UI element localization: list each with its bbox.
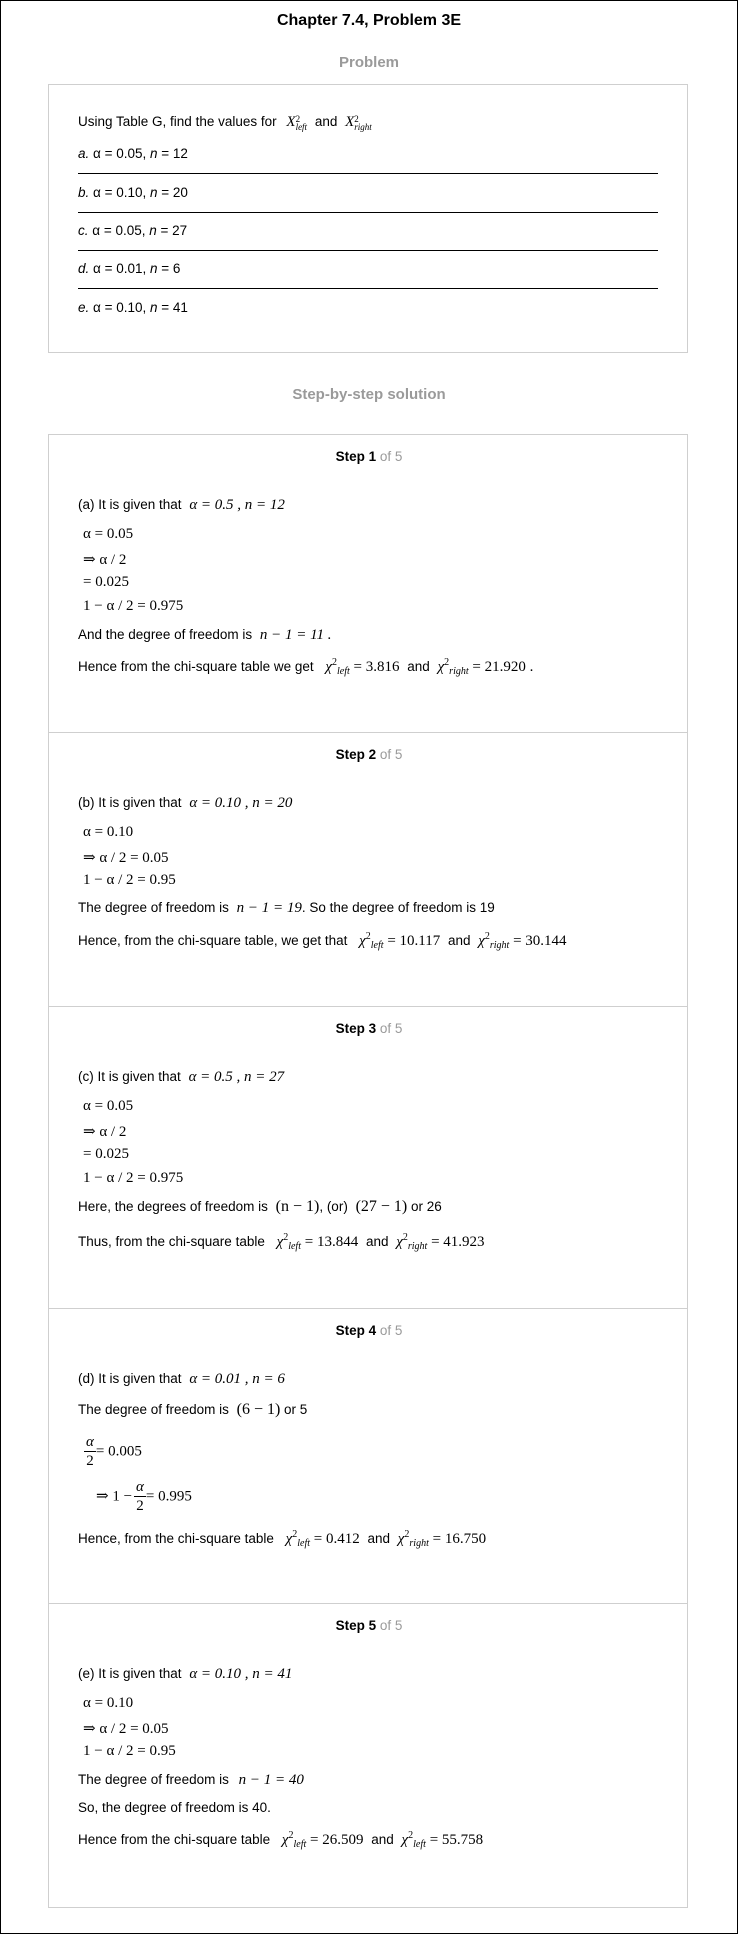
step-1-line: = 0.025 [83, 574, 129, 590]
step-2-line: ⇒ α / 2 = 0.05 [83, 850, 169, 866]
problem-intro: Using Table G, find the values for X 2 left and X 2 right [78, 113, 372, 132]
step-1-dof: And the degree of freedom is n − 1 = 11 . [78, 627, 332, 643]
step-5-given: (e) It is given that α = 0.10 , n = 41 [78, 1666, 293, 1682]
step-5-line: ⇒ α / 2 = 0.05 [83, 1721, 169, 1737]
step-1-line: ⇒ α / 2 [83, 552, 127, 568]
problem-part-e: e. α = 0.10, n = 41 [78, 300, 188, 315]
step-3-line: ⇒ α / 2 [83, 1124, 127, 1140]
problem-part-b: b. α = 0.10, n = 20 [78, 185, 188, 200]
step-2-line: 1 − α / 2 = 0.95 [83, 872, 176, 888]
step-3-line: = 0.025 [83, 1146, 129, 1162]
step-1-result: Hence from the chi-square table we get $\chi^2_{left} = 3.816$ and $\chi^2_{right} = 21.920$ . [78, 657, 534, 677]
step-4-given: (d) It is given that α = 0.01 , n = 6 [78, 1371, 285, 1387]
step-3-line: 1 − α / 2 = 0.975 [83, 1170, 184, 1186]
step-3-result: Thus, from the chi-square table $\chi^2_{left} = 13.844$ and $\chi^2_{right} = 41.923$ [78, 1232, 485, 1252]
step-2-given: (b) It is given that α = 0.10 , n = 20 [78, 795, 293, 811]
divider [78, 288, 658, 289]
step-5-title: Step 5 of 5 [335, 1618, 403, 1633]
divider [78, 212, 658, 213]
step-1-line: α = 0.05 [83, 526, 134, 542]
step-1-title: Step 1 of 5 [335, 449, 403, 464]
problem-part-c: c. α = 0.05, n = 27 [78, 223, 188, 238]
step-5-dof-2: So, the degree of freedom is 40. [78, 1800, 271, 1815]
step-4-frac-line-2: ⇒ 1 − $\frac{\alpha}{2}$ = 0.995 [96, 1479, 192, 1514]
divider [78, 250, 658, 251]
step-3-dof: Here, the degrees of freedom is (n − 1), (or) (27 − 1) or 26 [78, 1198, 442, 1215]
step-4-dof: The degree of freedom is (6 − 1) or 5 [78, 1401, 308, 1418]
divider [78, 173, 658, 174]
step-5-result: Hence from the chi-square table $\chi^2_{left} = 26.509$ and $\chi^2_{left} = 55.758$ [78, 1830, 484, 1850]
step-5-dof: The degree of freedom is n − 1 = 40 [78, 1772, 304, 1788]
step-2-line: α = 0.10 [83, 824, 134, 840]
step-4-title: Step 4 of 5 [335, 1323, 403, 1338]
step-3-given: (c) It is given that α = 0.5 , n = 27 [78, 1069, 285, 1085]
step-4-result: Hence, from the chi-square table $\chi^2_{left} = 0.412$ and $\chi^2_{right} = 16.750$ [78, 1529, 487, 1549]
step-2-title: Step 2 of 5 [335, 747, 403, 762]
problem-heading: Problem [338, 54, 399, 71]
step-1-given: (a) It is given that α = 0.5 , n = 12 [78, 497, 285, 513]
page-title: Chapter 7.4, Problem 3E [276, 12, 462, 29]
step-4-frac-line-1: $\frac{\alpha}{2}$ = 0.005 [86, 1434, 142, 1469]
problem-part-d: d. α = 0.01, n = 6 [78, 261, 181, 276]
step-divider [48, 1006, 688, 1007]
step-5-line: 1 − α / 2 = 0.95 [83, 1743, 176, 1759]
step-1-line: 1 − α / 2 = 0.975 [83, 598, 184, 614]
step-3-line: α = 0.05 [83, 1098, 134, 1114]
solution-heading: Step-by-step solution [292, 386, 446, 403]
step-5-line: α = 0.10 [83, 1695, 134, 1711]
step-2-result: Hence, from the chi-square table, we get that $\chi^2_{left} = 10.117$ and $\chi^2_{right} = 30.144$ [78, 931, 567, 951]
problem-part-a: a. α = 0.05, n = 12 [78, 146, 188, 161]
step-divider [48, 1308, 688, 1309]
step-divider [48, 732, 688, 733]
step-divider [48, 1603, 688, 1604]
step-2-dof: The degree of freedom is n − 1 = 19. So the degree of freedom is 19 [78, 900, 495, 916]
step-3-title: Step 3 of 5 [335, 1021, 403, 1036]
